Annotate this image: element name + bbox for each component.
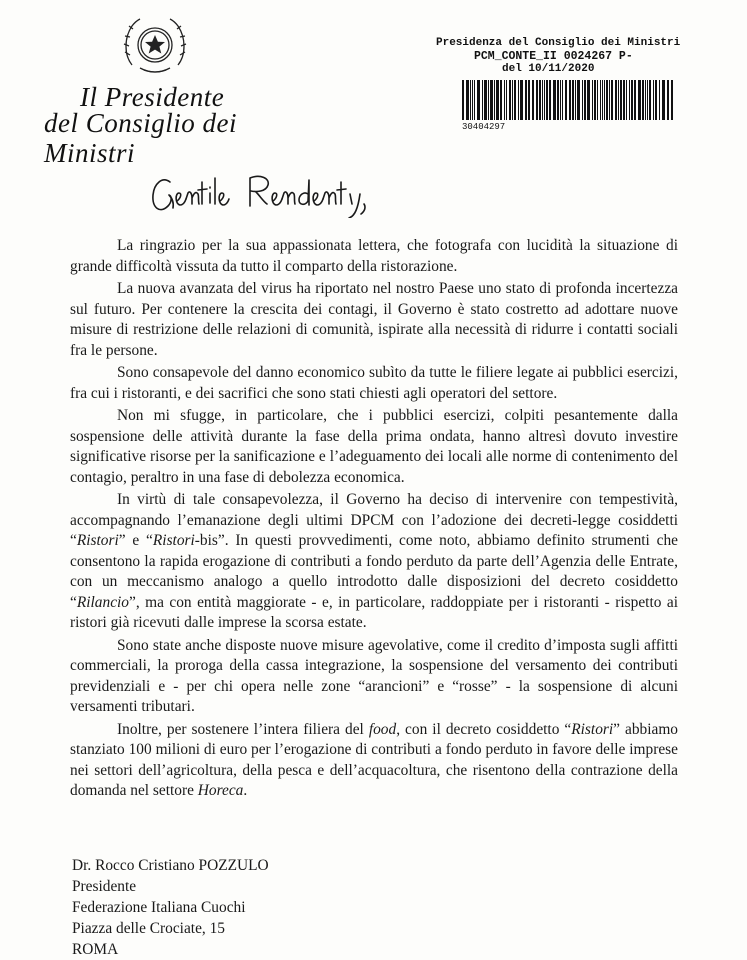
barcode-bar bbox=[565, 80, 567, 120]
barcode-bar bbox=[618, 80, 619, 120]
text-segment: Non mi sfugge, in particolare, che i pubblici esercizi, colpiti pesantemente dalla sospensione delle attività durante la fase della prima ondata, hanno altresì dovuto investire significative risorse per la sanificazione e l’adeguamento dei locali alle norme di contenimento del contagio, peraltro in una fase di debolezza economica. bbox=[70, 407, 678, 486]
barcode-bar bbox=[546, 80, 548, 120]
text-segment: Sono state anche disposte nuove misure agevolative, come il credito d’imposta sugli affitti commerciali, la proroga della cassa integrazione, la sospensione del versamento dei contributi previdenziali e - per chi opera nelle zone “arancioni” e “rosse” - la sospensione di alcuni versamenti tributari. bbox=[70, 636, 678, 715]
sender-title bbox=[40, 82, 300, 168]
barcode-bar bbox=[634, 80, 636, 120]
barcode-bar bbox=[626, 80, 627, 120]
recipient-role: Presidente bbox=[72, 878, 137, 895]
barcode-bar bbox=[655, 80, 657, 120]
barcode-bar bbox=[587, 80, 590, 120]
barcode-bar bbox=[667, 80, 669, 120]
protocol-number: PCM_CONTE_II 0024267 P- bbox=[474, 50, 633, 63]
recipient-street: Piazza delle Crociate, 15 bbox=[72, 920, 225, 937]
barcode-bar bbox=[482, 80, 483, 120]
barcode-bar bbox=[509, 80, 511, 120]
barcode-bar bbox=[549, 80, 551, 120]
recipient-name: Dr. Rocco Cristiano POZZULO bbox=[72, 857, 269, 874]
barcode-bar bbox=[572, 80, 574, 120]
barcode-bar bbox=[602, 80, 603, 120]
barcode-bar bbox=[506, 80, 507, 120]
barcode-bar bbox=[577, 80, 580, 120]
barcode-bar bbox=[528, 80, 530, 120]
text-segment: . bbox=[243, 782, 248, 799]
barcode-bar bbox=[671, 80, 673, 120]
barcode-bar bbox=[544, 80, 545, 120]
barcode-bar bbox=[466, 80, 469, 120]
barcode-bar bbox=[462, 80, 464, 120]
recipient-address bbox=[72, 855, 472, 960]
barcode-bar bbox=[536, 80, 538, 120]
protocol-office: Presidenza del Consiglio dei Ministri bbox=[436, 37, 681, 49]
barcode-bar bbox=[520, 80, 523, 120]
text-segment: -bis”. In questi provvedimenti, come noto, abbiamo definito strumenti che consentono la rapida erogazione di contributi a fondo perduto da parte dell’Agenzia delle Entrate, con un meccanismo analogo a quello introdotto dalle disposizioni del decreto cosiddetto “ bbox=[70, 532, 678, 611]
barcode bbox=[462, 80, 674, 120]
text-segment: La nuova avanzata del virus ha riportato nel nostro Paese uno stato di profonda incertezza sul futuro. Per contenere la crescita dei contagi, il Governo è stato costretto ad adottare nuove misure di restrizione delle relazioni di comunità, ispirate alla necessità di ridurre i contatti sociali fra le persone. bbox=[70, 280, 678, 359]
text-segment: ” abbiamo stanziato 100 milioni di euro per l’erogazione di contributi a fondo perduto in favore delle imprese nei settori dell’agricoltura, della pesca e dell’acquacoltura, che risentono della contrazione della domanda nel settore bbox=[70, 720, 678, 799]
paragraph bbox=[70, 406, 678, 488]
barcode-bar bbox=[645, 80, 646, 120]
barcode-bar bbox=[560, 80, 561, 120]
protocol-date: del 10/11/2020 bbox=[502, 63, 595, 75]
barcode-bar bbox=[470, 80, 471, 120]
barcode-bar bbox=[518, 80, 519, 120]
text-segment: Sono consapevole del danno economico subìto da tutte le filiere legate ai pubblici esercizi, fra cui i ristoranti, e dei sacrifici che sono stati chiesti agli operatori del settore. bbox=[70, 364, 678, 402]
text-segment: , con il decreto cosiddetto “ bbox=[396, 720, 572, 738]
barcode-bar bbox=[496, 80, 499, 120]
barcode-bar bbox=[490, 80, 493, 120]
barcode-bar bbox=[539, 80, 541, 120]
barcode-bar bbox=[474, 80, 475, 120]
barcode-bar bbox=[606, 80, 608, 120]
recipient-organization: Federazione Italiana Cuochi bbox=[72, 899, 246, 916]
paragraph bbox=[70, 490, 678, 634]
barcode-bar bbox=[649, 80, 651, 120]
barcode-bar bbox=[557, 80, 559, 120]
barcode-bar bbox=[477, 80, 480, 120]
barcode-bar bbox=[582, 80, 583, 120]
sender-title-line1: Il Presidente bbox=[80, 82, 225, 112]
italic-term: Ristori bbox=[571, 720, 614, 738]
barcode-bar bbox=[584, 80, 586, 120]
barcode-bar bbox=[642, 80, 644, 120]
barcode-bar bbox=[562, 80, 563, 120]
barcode-bar bbox=[542, 80, 543, 120]
barcode-bar bbox=[532, 80, 534, 120]
paragraph bbox=[70, 363, 678, 404]
barcode-bar bbox=[525, 80, 527, 120]
barcode-bar bbox=[600, 80, 601, 120]
italic-term: food bbox=[368, 720, 397, 738]
text-segment: ”, ma con entità maggiorate - e, in particolare, raddoppiate per i ristoranti - rispetto ai ristori già ricevuti dalle imprese la scorsa estate. bbox=[70, 593, 678, 631]
italic-term: Rilancio bbox=[76, 593, 129, 611]
barcode-bar bbox=[609, 80, 610, 120]
protocol-stamp bbox=[432, 37, 682, 76]
text-segment: Inoltre, per sostenere l’intera filiera del bbox=[117, 720, 369, 738]
barcode-bar bbox=[484, 80, 487, 120]
barcode-bar bbox=[623, 80, 625, 120]
letter-body bbox=[70, 236, 678, 804]
barcode-bar bbox=[647, 80, 648, 120]
barcode-bar bbox=[553, 80, 556, 120]
barcode-bar bbox=[620, 80, 622, 120]
paragraph bbox=[70, 636, 678, 718]
barcode-bar bbox=[592, 80, 593, 120]
barcode-bar bbox=[594, 80, 596, 120]
text-segment: ” e “ bbox=[118, 532, 153, 549]
handwritten-salutation bbox=[150, 168, 390, 218]
paragraph bbox=[70, 236, 678, 277]
paragraph bbox=[70, 720, 678, 802]
barcode-bar bbox=[472, 80, 473, 120]
sender-title-line2: del Consiglio dei Ministri bbox=[44, 108, 237, 168]
italian-republic-emblem-icon bbox=[120, 10, 190, 80]
barcode-bar bbox=[514, 80, 516, 120]
recipient-city: ROMA bbox=[72, 941, 119, 958]
barcode-bar bbox=[638, 80, 641, 120]
text-segment: La ringrazio per la sua appassionata lettera, che fotografa con lucidità la situazione di grande difficoltà vissuta da tutto il comparto della ristorazione. bbox=[70, 237, 678, 275]
barcode-bar bbox=[629, 80, 630, 120]
barcode-bar bbox=[494, 80, 495, 120]
barcode-bar bbox=[653, 80, 654, 120]
barcode-bar bbox=[512, 80, 513, 120]
barcode-graphic bbox=[462, 80, 674, 120]
barcode-bar bbox=[604, 80, 605, 120]
italic-term: Horeca bbox=[197, 782, 244, 799]
barcode-bar bbox=[631, 80, 633, 120]
barcode-bar bbox=[575, 80, 576, 120]
barcode-bar bbox=[611, 80, 613, 120]
barcode-bar bbox=[615, 80, 617, 120]
paragraph bbox=[70, 279, 678, 361]
italic-term: Ristori bbox=[152, 532, 195, 549]
barcode-bar bbox=[504, 80, 505, 120]
barcode-bar bbox=[662, 80, 665, 120]
barcode-number: 30404297 bbox=[462, 122, 506, 132]
text-segment: In virtù di tale consapevolezza, il Governo ha deciso di intervenire con tempestività, accompagnando l’emanazione degli ultimi DPCM con l’adozione dei decreti-legge cosiddetti “ bbox=[70, 491, 678, 549]
barcode-bar bbox=[488, 80, 489, 120]
barcode-bar bbox=[597, 80, 598, 120]
barcode-bar bbox=[659, 80, 660, 120]
salutation-signature-graphic bbox=[150, 168, 390, 218]
italic-term: Ristori bbox=[76, 532, 119, 549]
barcode-bar bbox=[569, 80, 571, 120]
barcode-bar bbox=[500, 80, 502, 120]
